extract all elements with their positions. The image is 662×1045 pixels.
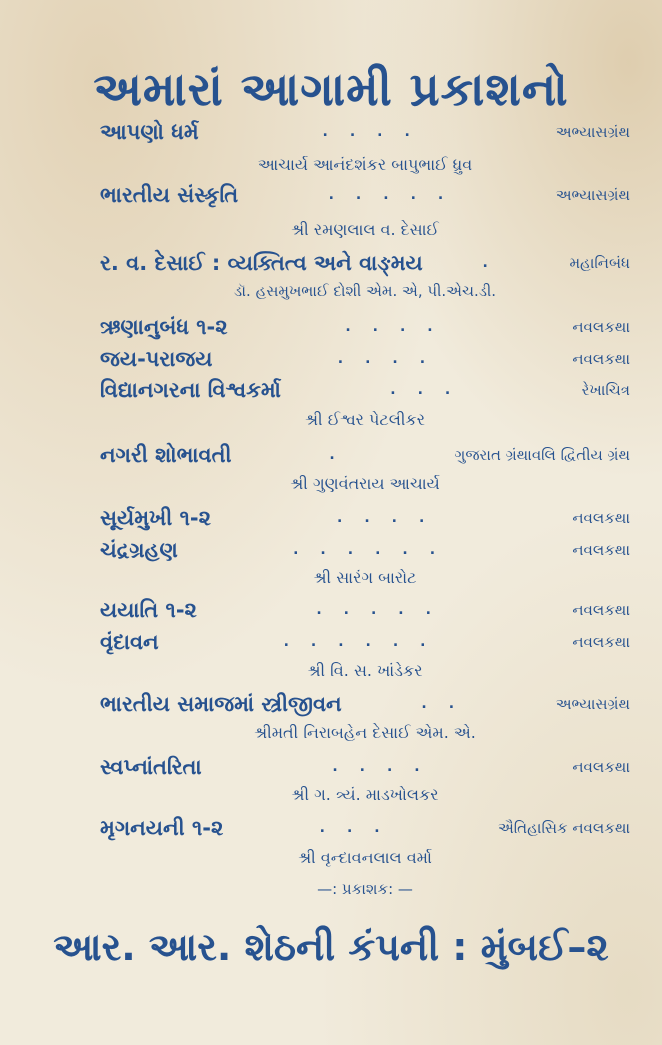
dot-leader: ....: [345, 319, 455, 335]
dot-leader: ....: [337, 510, 447, 526]
book-title: વૃંદાવન: [100, 629, 159, 654]
book-genre: નવલકથા: [572, 601, 630, 619]
book-entry: [100, 180, 630, 210]
book-genre: અભ્યાસગ્રંથ: [555, 695, 630, 713]
book-author: શ્રી વૃન્દાવનલાલ વર્મા: [298, 848, 432, 867]
book-author: આચાર્ય આનંદશંકર બાપુભાઈ ધ્રુવ: [257, 155, 473, 174]
book-entry: [100, 344, 630, 374]
book-title: ભારતીય સંસ્કૃતિ: [100, 182, 239, 207]
book-title: નગરી શોભાવતી: [100, 442, 232, 467]
book-entry: [100, 535, 630, 565]
book-genre: રેખાચિત્ર: [581, 381, 630, 399]
dot-leader: ....: [332, 759, 442, 775]
book-title: સૂર્યમુખી ૧-૨: [100, 505, 211, 530]
book-entry: [100, 503, 630, 533]
dot-leader: ...: [319, 820, 402, 836]
book-title: સ્વપ્નાંતરિતા: [100, 754, 202, 779]
dot-leader: .: [482, 255, 510, 271]
dot-leader: ......: [293, 542, 458, 558]
dot-leader: ..: [421, 696, 477, 712]
book-genre: મહાનિબંધ: [569, 254, 630, 272]
book-author: ડૉ. હસમુખભાઈ દોશી એમ. એ, પી.એચ.ડી.: [233, 282, 497, 300]
book-entry: [100, 752, 630, 782]
book-genre: અભ્યાસગ્રંથ: [555, 186, 630, 204]
book-title: મૃગનયની ૧-૨: [100, 815, 224, 840]
book-entry: [100, 440, 630, 470]
book-entry: [100, 595, 630, 625]
book-entry: [100, 689, 630, 719]
dot-leader: ....: [337, 351, 448, 367]
book-entry: [100, 627, 630, 657]
dot-leader: .....: [316, 602, 453, 618]
book-author: શ્રી ગુણવંતરાય આચાર્ય: [290, 474, 440, 493]
book-entry: [100, 117, 630, 147]
dot-leader: ....: [322, 124, 432, 140]
book-genre: ઐતિહાસિક નવલકથા: [497, 819, 630, 837]
book-title: જય-પરાજય: [100, 346, 213, 371]
book-author: શ્રી સારંગ બારોટ: [313, 568, 417, 587]
book-author: શ્રી ગ. ત્ર્યં. માડખોલકર: [291, 785, 439, 804]
book-genre: અભ્યાસગ્રંથ: [555, 123, 630, 141]
book-genre: નવલકથા: [572, 318, 630, 336]
book-entry: [100, 248, 630, 278]
page-heading: અમારાં આગામી પ્રકાશનો: [93, 62, 569, 116]
book-entry: [100, 813, 630, 843]
book-genre: નવલકથા: [572, 633, 630, 651]
book-genre: નવલકથા: [572, 541, 630, 559]
book-genre: નવલકથા: [572, 509, 630, 527]
book-author: શ્રીમતી નિરાબહેન દેસાઈ એમ. એ.: [254, 723, 476, 742]
book-genre: નવલકથા: [572, 350, 630, 368]
dot-leader: ......: [283, 634, 448, 650]
dot-leader: ...: [390, 382, 473, 398]
dot-leader: .: [329, 447, 357, 463]
book-title: વિદ્યાનગરના વિશ્વકર્મા: [100, 377, 281, 402]
book-title: ર. વ. દેસાઈ : વ્યક્તિત્વ અને વાઙ્મય: [100, 250, 423, 275]
book-genre: નવલકથા: [572, 758, 630, 776]
book-genre: ગુજરાત ગ્રંથાવલિ દ્વિતીય ગ્રંથ: [454, 446, 630, 464]
book-title: યયાતિ ૧-૨: [100, 597, 197, 622]
book-title: ભારતીય સમાજમાં સ્ત્રીજીવન: [100, 691, 342, 716]
book-author: શ્રી વિ. સ. ખાંડેકર: [307, 661, 423, 680]
publisher-label: —: પ્રકાશક: —: [317, 880, 413, 898]
dot-leader: .....: [328, 187, 466, 203]
book-title: આપણો ધર્મ: [100, 119, 199, 144]
book-title: ચંદ્રગ્રહણ: [100, 537, 178, 562]
book-author: શ્રી ઈશ્વર પેટલીકર: [305, 410, 425, 429]
publisher-name: આર. આર. શેઠની કંપની : મુંબઈ–૨: [53, 925, 609, 969]
book-entry: [100, 312, 630, 342]
book-entry: [100, 375, 630, 405]
book-author: શ્રી રમણલાલ વ. દેસાઈ: [291, 220, 439, 239]
book-title: ઋણાનુબંધ ૧-૨: [100, 314, 228, 339]
